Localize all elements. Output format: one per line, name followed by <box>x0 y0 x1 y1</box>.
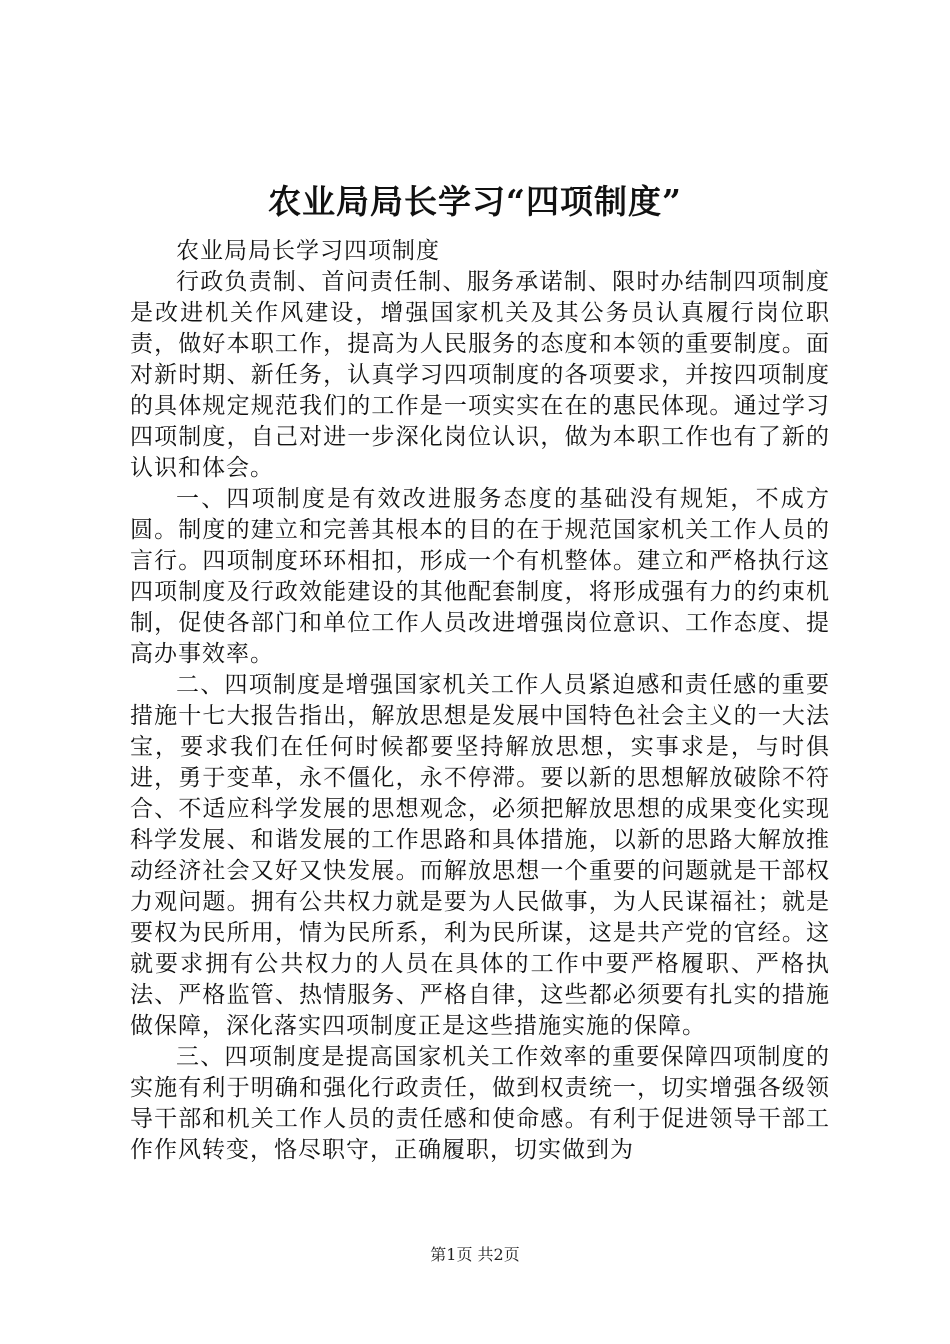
page-number-footer: 第1页 共2页 <box>430 1245 520 1264</box>
section-one-paragraph: 一、四项制度是有效改进服务态度的基础没有规矩，不成方圆。制度的建立和完善其根本的目的在于规范国家机关工作人员的言行。四项制度环环相扣，形成一个有机整体。建立和严格执行这四项制度及行政效能建设的其他配套制度，将形成强有力的约束机制，促使各部门和单位工作人员改进增强岗位意识、工作态度、提高办事效率。 <box>130 486 830 667</box>
section-two-paragraph: 二、四项制度是增强国家机关工作人员紧迫感和责任感的重要措施十七大报告指出，解放思想是发展中国特色社会主义的一大法宝，要求我们在任何时候都要坚持解放思想，实事求是，与时俱进，勇于变革，永不僵化，永不停滞。要以新的思想解放破除不符合、不适应科学发展的思想观念，必须把解放思想的成果变化实现科学发展、和谐发展的工作思路和具体措施，以新的思路大解放推动经济社会又好又快发展。而解放思想一个重要的问题就是干部权力观问题。拥有公共权力就是要为人民做事，为人民谋福社；就是要权为民所用，情为民所系，利为民所谋，这是共产党的官经。这就要求拥有公共权力的人员在具体的工作中要严格履职、严格执法、严格监管、热情服务、严格自律，这些都必须要有扎实的措施做保障，深化落实四项制度正是这些措施实施的保障。 <box>130 672 830 1039</box>
intro-paragraph: 行政负责制、首问责任制、服务承诺制、限时办结制四项制度是改进机关作风建设，增强国家机关及其公务员认真履行岗位职责，做好本职工作，提高为人民服务的态度和本领的重要制度。面对新时期、新任务，认真学习四项制度的各项要求，并按四项制度的具体规定规范我们的工作是一项实实在在的惠民体现。通过学习四项制度，自己对进一步深化岗位认识，做为本职工作也有了新的认识和体会。 <box>130 269 830 481</box>
subtitle-paragraph: 农业局局长学习四项制度 <box>176 238 440 264</box>
page-title: 农业局局长学习“四项制度” <box>268 182 682 221</box>
section-three-paragraph: 三、四项制度是提高国家机关工作效率的重要保障四项制度的实施有利于明确和强化行政责任，做到权责统一，切实增强各级领导干部和机关工作人员的责任感和使命感。有利于促进领导干部工作作风转变，恪尽职守，正确履职，切实做到为 <box>130 1044 830 1163</box>
document-body <box>130 236 830 1166</box>
